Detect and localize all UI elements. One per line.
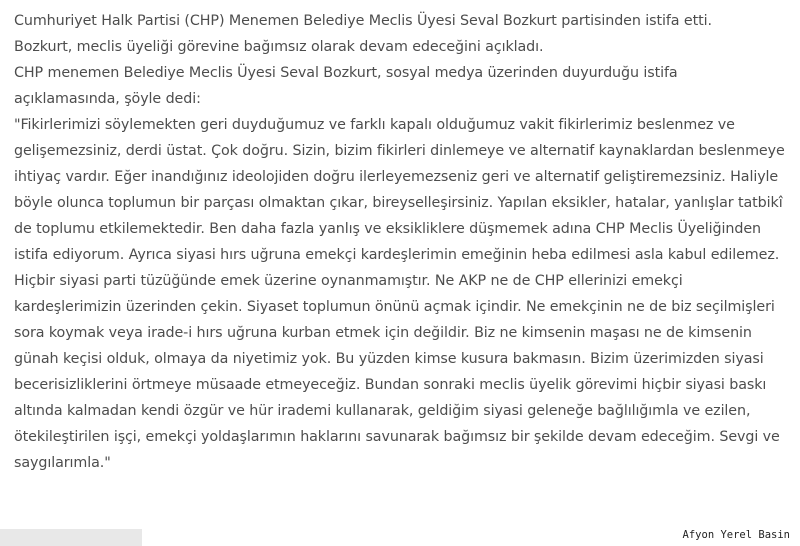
- article-paragraph: CHP menemen Belediye Meclis Üyesi Seval Bozkurt, sosyal medya üzerinden duyurduğu istifa açıklamasında, şöyle dedi:: [14, 65, 678, 107]
- article-quote-paragraph: "Fikirlerimizi söylemekten geri duyduğumuz ve farklı kapalı olduğumuz vakit fikirlerimiz beslenmez ve gelişemezsiniz, derdi üstat. Çok doğru. Sizin, bizim fikirleri dinlemeye ve alternatif kaynaklardan beslenmeye ihtiyaç vardır. Eğer inandığınız ideolojiden doğru ilerleyemezseniz geri ve alternatif geliştiremezsiniz. Haliyle böyle olunca toplumun bir parçası olmaktan çıkar, bireyselleşirsiniz. Yapılan eksikler, hatalar, yanlışlar tatbikî de toplumu etkilemektedir. Ben daha fazla yanlış ve eksikliklere düşmemek adına CHP Meclis Üyeliğinden istifa ediyorum. Ayrıca siyasi hırs uğruna emekçi kardeşlerimin emeğinin heba edilmesi asla kabul edilemez. Hiçbir siyasi parti tüzüğünde emek üzerine oynanmamıştır. Ne AKP ne de CHP ellerinizi emekçi kardeşlerimizin üzerinden çekin. Siyaset toplumun önünü açmak içindir. Ne emekçinin ne de biz seçilmişleri sora koymak veya irade-i hırs uğruna kurban etmek için değildir. Biz ne kimsenin maşası ne de kimsenin günah keçisi olduk, olmaya da niyetimiz yok. Bu yüzden kimse kusura bakmasın. Bizim üzerimizden siyasi becerisizliklerini örtmeye müsaade etmeyeceğiz. Bundan sonraki meclis üyelik görevimi hiçbir siyasi baskı altında kalmadan kendi özgür ve hür irademi kullanarak, geldiğim siyasi geleneğe bağlılığımla ve ezilen, ötekileştirilen işçi, emekçi yoldaşlarımın haklarını savunarak bağımsız bir şekilde devam edeceğim. Sevgi ve saygılarımla.": [14, 117, 785, 471]
- article-paragraph: Cumhuriyet Halk Partisi (CHP) Menemen Belediye Meclis Üyesi Seval Bozkurt partisinden istifa etti.: [14, 13, 712, 29]
- bottom-left-strip: [0, 529, 142, 546]
- article-paragraph: Bozkurt, meclis üyeliği görevine bağımsız olarak devam edeceğini açıkladı.: [14, 39, 544, 55]
- source-watermark: Afyon Yerel Basin: [679, 527, 790, 543]
